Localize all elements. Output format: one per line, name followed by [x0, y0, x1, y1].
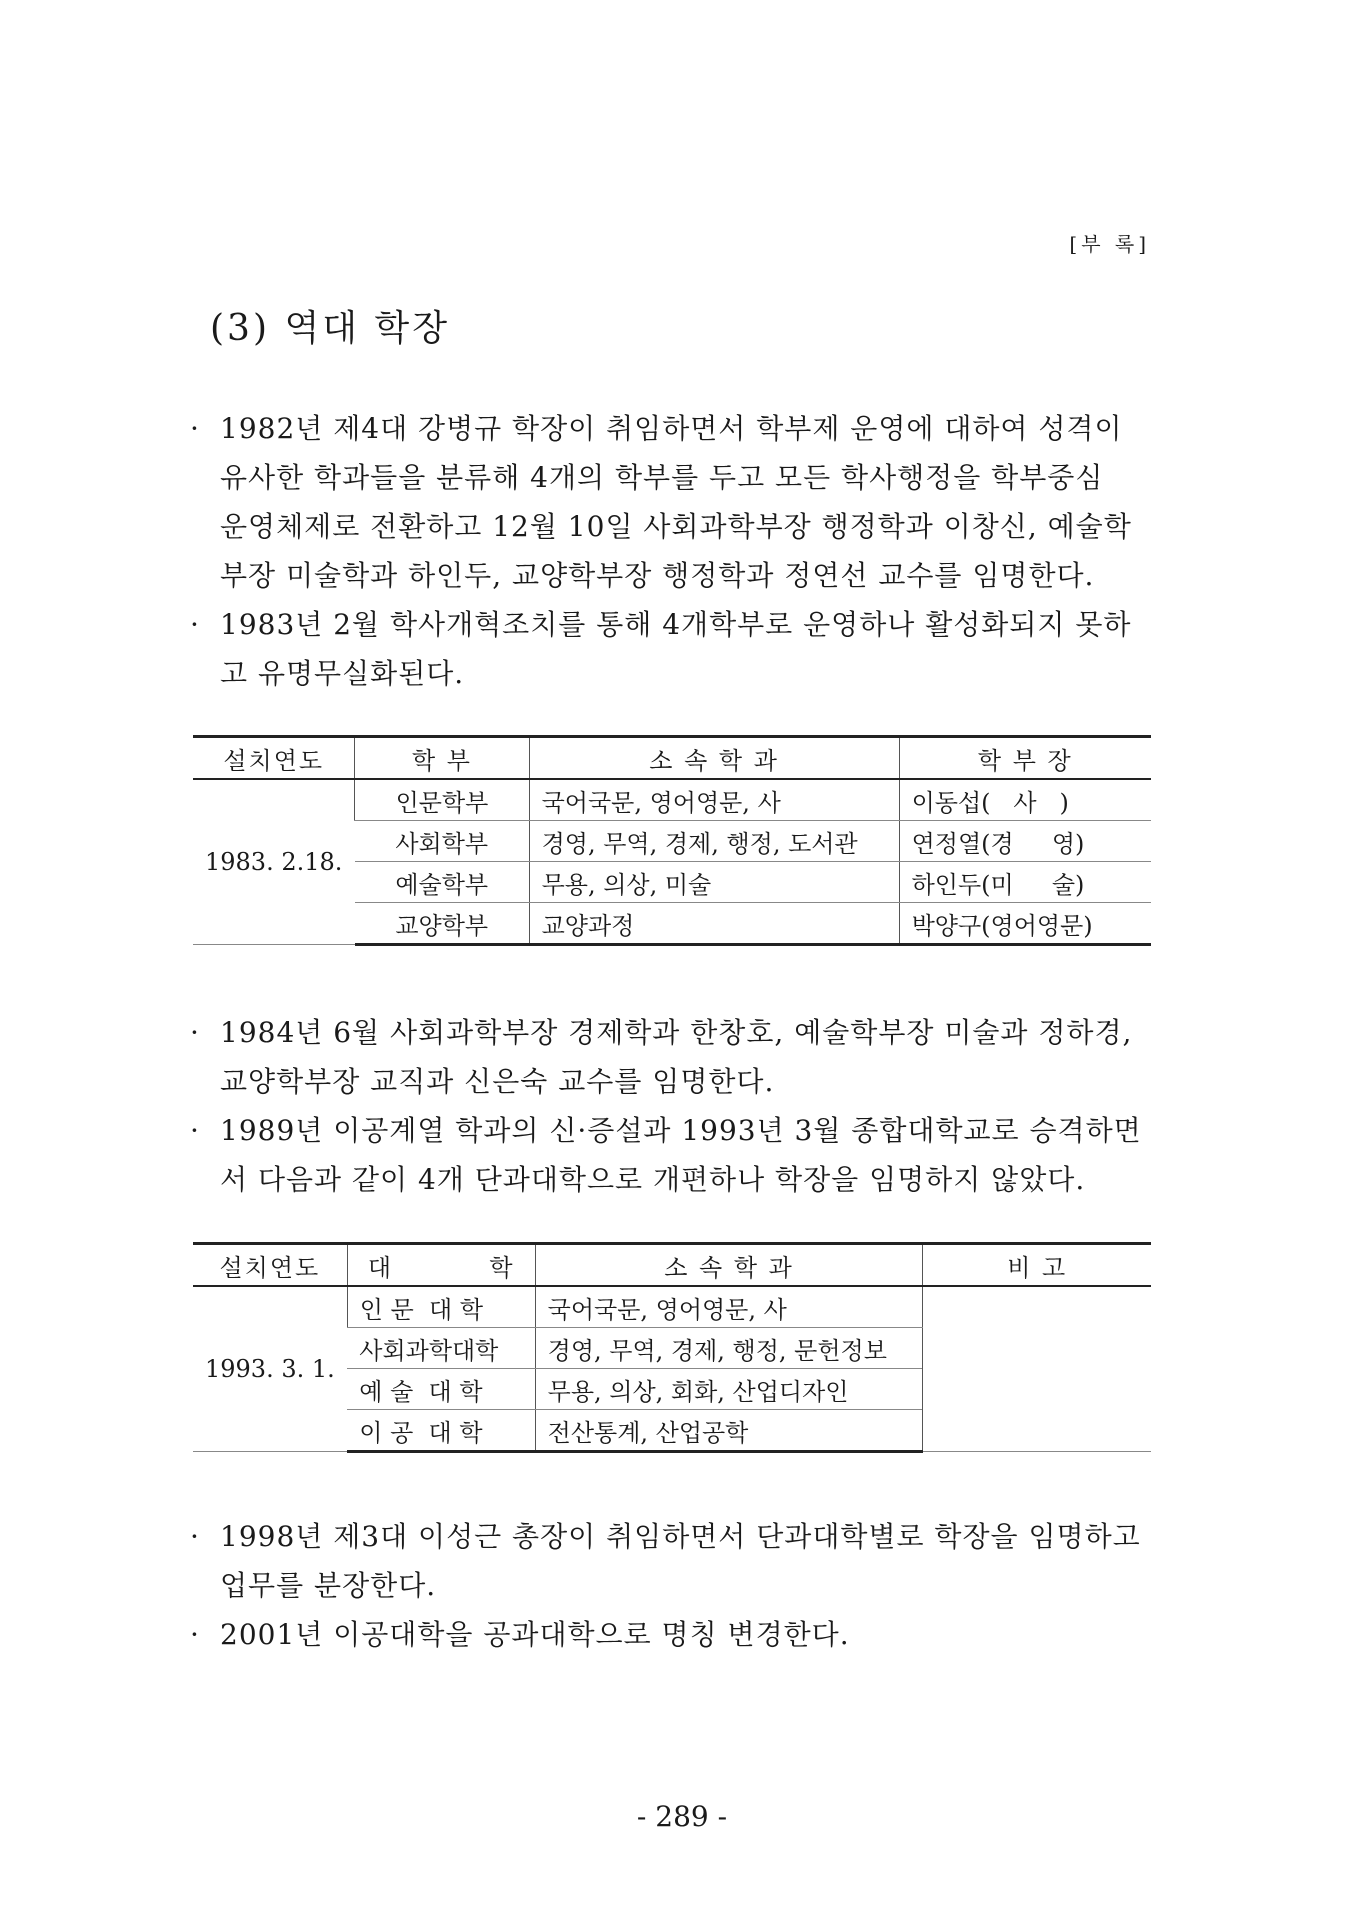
dean-cell: 하인두(미 술)	[899, 862, 1151, 903]
established-year: 1993. 3. 1.	[193, 1286, 347, 1452]
col-header-year: 설치연도	[193, 737, 355, 780]
table-row	[193, 1286, 1151, 1328]
table-header-row	[193, 737, 1151, 780]
faculty-cell: 사회학부	[355, 821, 529, 862]
note-cell	[923, 1286, 1151, 1452]
paragraph-1983	[190, 600, 1150, 698]
paragraph-line: 유사한 학과들을 분류해 4개의 학부를 두고 모든 학사행정을 학부중심	[220, 461, 1104, 494]
bullet-mark: ·	[190, 412, 200, 445]
bullet-mark: ·	[190, 1520, 200, 1553]
faculty-cell: 인문학부	[355, 779, 529, 821]
paragraph-line: · 1982년 제4대 강병규 학장이 취임하면서 학부제 운영에 대하여 성격이	[190, 404, 1150, 453]
dean-cell: 연정열(경 영)	[899, 821, 1151, 862]
paragraph-line: 운영체제로 전환하고 12월 10일 사회과학부장 행정학과 이창신, 예술학	[220, 510, 1132, 543]
dean-cell: 이동섭( 사 )	[899, 779, 1151, 821]
col-header-departments: 소 속 학 과	[535, 1244, 923, 1287]
dean-cell: 박양구(영어영문)	[899, 903, 1151, 945]
paragraph-2001	[190, 1610, 1150, 1659]
section-title: (3) 역대 학장	[210, 308, 450, 349]
paragraph-line: · 1984년 6월 사회과학부장 경제학과 한창호, 예술학부장 미술과 정하경,	[190, 1008, 1150, 1057]
table-header-row	[193, 1244, 1151, 1287]
college-cell: 사회과학대학	[347, 1328, 535, 1369]
col-header-departments: 소 속 학 과	[529, 737, 899, 780]
departments-cell: 무용, 의상, 미술	[529, 862, 899, 903]
departments-cell: 전산통계, 산업공학	[535, 1410, 923, 1452]
faculty-cell: 교양학부	[355, 903, 529, 945]
college-cell: 이 공 대 학	[347, 1410, 535, 1452]
paragraph-line: · 1998년 제3대 이성근 총장이 취임하면서 단과대학별로 학장을 임명하고	[190, 1512, 1150, 1561]
college-cell: 예 술 대 학	[347, 1369, 535, 1410]
paragraph-line: · 2001년 이공대학을 공과대학으로 명칭 변경한다.	[190, 1610, 1150, 1659]
departments-cell: 국어국문, 영어영문, 사	[529, 779, 899, 821]
paragraph-line: 업무를 분장한다.	[220, 1569, 437, 1602]
paragraph-1982	[190, 404, 1150, 600]
departments-cell: 무용, 의상, 회화, 산업디자인	[535, 1369, 923, 1410]
bullet-mark: ·	[190, 1114, 200, 1147]
col-header-note: 비 고	[923, 1244, 1151, 1287]
paragraph-line: · 1983년 2월 학사개혁조치를 통해 4개학부로 운영하나 활성화되지 못하	[190, 600, 1150, 649]
paragraph-1998	[190, 1512, 1150, 1610]
bullet-mark: ·	[190, 608, 200, 641]
col-header-dean: 학 부 장	[899, 737, 1151, 780]
paragraph-line: · 1989년 이공계열 학과의 신·증설과 1993년 3월 종합대학교로 승격하면	[190, 1106, 1150, 1155]
table-row	[193, 779, 1151, 821]
established-year: 1983. 2.18.	[193, 779, 355, 945]
departments-cell: 경영, 무역, 경제, 행정, 도서관	[529, 821, 899, 862]
col-header-year: 설치연도	[193, 1244, 347, 1287]
faculty-table-1983	[193, 735, 1151, 946]
bullet-mark: ·	[190, 1016, 200, 1049]
departments-cell: 교양과정	[529, 903, 899, 945]
college-cell: 인 문 대 학	[347, 1286, 535, 1328]
paragraph-line: 서 다음과 같이 4개 단과대학으로 개편하나 학장을 임명하지 않았다.	[220, 1163, 1086, 1196]
paragraph-line: 부장 미술학과 하인두, 교양학부장 행정학과 정연선 교수를 임명한다.	[220, 559, 1095, 592]
departments-cell: 경영, 무역, 경제, 행정, 문헌정보	[535, 1328, 923, 1369]
appendix-tag: [부 록]	[1069, 232, 1150, 256]
paragraph-1989	[190, 1106, 1150, 1204]
paragraph-line: 고 유명무실화된다.	[220, 657, 465, 690]
col-header-college: 대 학	[347, 1244, 535, 1287]
departments-cell: 국어국문, 영어영문, 사	[535, 1286, 923, 1328]
page-number: - 289 -	[636, 1800, 728, 1833]
paragraph-1984	[190, 1008, 1150, 1106]
bullet-mark: ·	[190, 1618, 200, 1651]
college-table-1993	[193, 1242, 1151, 1453]
faculty-cell: 예술학부	[355, 862, 529, 903]
col-header-faculty: 학 부	[355, 737, 529, 780]
paragraph-line: 교양학부장 교직과 신은숙 교수를 임명한다.	[220, 1065, 775, 1098]
